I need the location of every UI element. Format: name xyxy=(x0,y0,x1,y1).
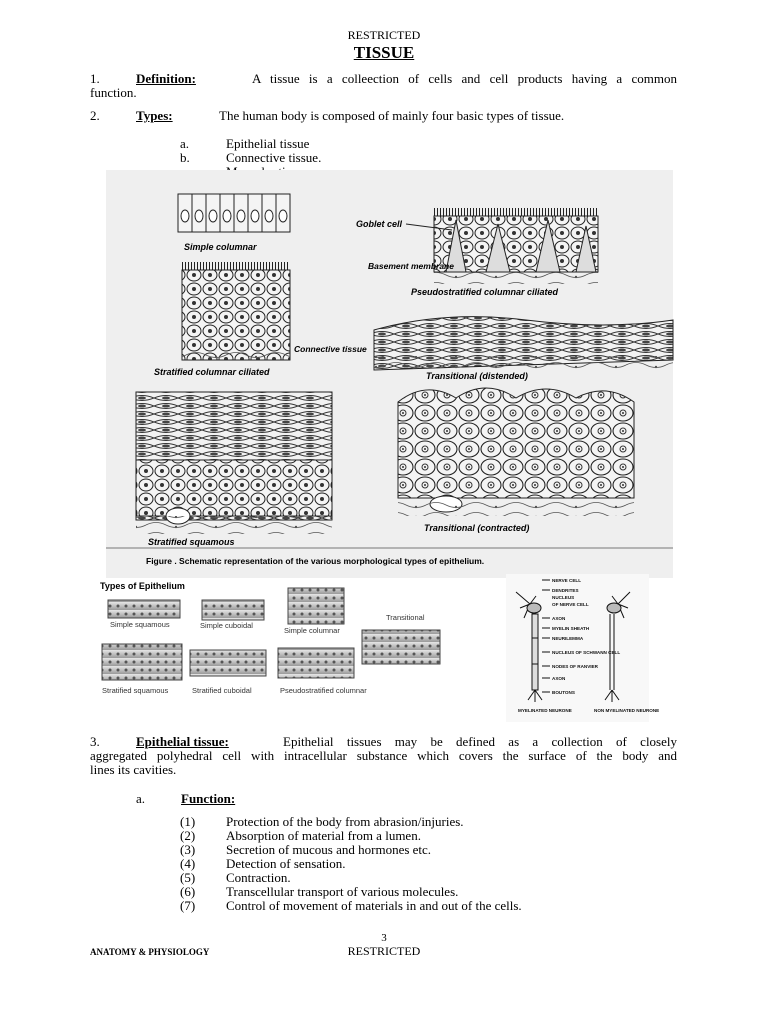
types-of-epithelium-figure xyxy=(98,578,444,702)
label-nucleus: NUCLEUS xyxy=(552,595,575,600)
types-of-epithelium-drawing xyxy=(98,578,444,702)
page-title: TISSUE xyxy=(353,43,415,62)
label-transitional-contracted: Transitional (contracted) xyxy=(424,523,530,533)
section2-text: The human body is composed of mainly four basic types of tissue. xyxy=(219,108,565,123)
function-item-number: (7) xyxy=(180,898,196,913)
label-stratified-columnar: Stratified columnar ciliated xyxy=(154,367,270,377)
label-nodes-ranvier: NODES OF RANVIER xyxy=(552,664,598,669)
list-item-letter: a. xyxy=(180,136,190,151)
footer-classification: RESTRICTED xyxy=(347,944,421,958)
epithelium-schematic-drawing xyxy=(106,170,673,578)
label-transitional-distended: Transitional (distended) xyxy=(426,371,528,381)
list-item-text: Connective tissue. xyxy=(226,150,322,165)
label-simple-columnar-2: Simple columnar xyxy=(284,626,340,635)
figure2-title: Types of Epithelium xyxy=(100,581,185,591)
label-boutons: BOUTONS xyxy=(552,690,575,695)
page-number: 3 xyxy=(381,932,387,944)
section1-number: 1. xyxy=(90,71,100,86)
function-item-number: (5) xyxy=(180,870,196,885)
label-simple-cuboidal: Simple cuboidal xyxy=(200,621,253,630)
label-axon: AXON xyxy=(552,616,566,621)
label-dendrites: DENDRITES xyxy=(552,588,579,593)
label-stratified-squamous-2: Stratified squamous xyxy=(102,686,169,695)
section2-number: 2. xyxy=(90,108,100,123)
label-nerve-cell: NERVE CELL xyxy=(552,578,582,583)
function-item-number: (6) xyxy=(180,884,196,899)
function-item-text: Protection of the body from abrasion/injuries. xyxy=(226,814,464,829)
label-nucleus-schwann: NUCLEUS OF SCHWANN CELL xyxy=(552,650,621,655)
label-non-myelinated: NON MYELINATED NEURONE xyxy=(594,708,660,713)
label-neurilemma: NEURILEMMA xyxy=(552,636,584,641)
function-item-number: (1) xyxy=(180,814,196,829)
label-basement-membrane: Basement membrane xyxy=(368,261,454,271)
function-item-number: (3) xyxy=(180,842,196,857)
list-item-text: Epithelial tissue xyxy=(226,136,310,151)
neurone-drawing xyxy=(506,574,660,722)
function-item-number: (2) xyxy=(180,828,196,843)
label-pseudostratified: Pseudostratified columnar ciliated xyxy=(411,287,559,297)
section1-text-line1: A tissue is a colleection of cells and cell products having a common xyxy=(252,71,677,86)
function-item-number: (4) xyxy=(180,856,196,871)
label-simple-columnar: Simple columnar xyxy=(184,242,257,252)
label-connective-tissue: Connective tissue xyxy=(294,344,367,354)
function-item-text: Detection of sensation. xyxy=(226,856,346,871)
section3-text-line2: aggregated polyhedral cell with intracellular substance which covers the surface of the body and xyxy=(90,748,677,763)
label-pseudostratified-columnar: Pseudostratified columnar xyxy=(280,686,367,695)
section1-text-line2: function. xyxy=(90,85,137,100)
function-sub-letter: a. xyxy=(136,791,146,806)
footer-left-text: ANATOMY & PHYSIOLOGY xyxy=(90,947,210,957)
function-item-text: Control of movement of materials in and out of the cells. xyxy=(226,898,522,913)
label-of-nerve-cell: OF NERVE CELL xyxy=(552,602,589,607)
label-stratified-cuboidal: Stratified cuboidal xyxy=(192,686,252,695)
label-myelin-sheath: MYELIN SHEATH xyxy=(552,626,590,631)
section2-label: Types: xyxy=(136,108,173,123)
section3-text-line1: Epithelial tissues may be defined as a collection of closely xyxy=(283,734,677,749)
function-item-text: Contraction. xyxy=(226,870,291,885)
section3-number: 3. xyxy=(90,734,100,749)
function-heading: Function: xyxy=(181,791,236,806)
section1-label: Definition: xyxy=(136,71,196,86)
function-item-text: Secretion of mucous and hormones etc. xyxy=(226,842,432,857)
list-item-letter: b. xyxy=(180,150,190,165)
label-simple-squamous: Simple squamous xyxy=(110,620,170,629)
neurone-figure xyxy=(506,574,660,722)
section3-text-line3: lines its cavities. xyxy=(90,762,177,777)
figure1-caption: Figure . Schematic representation of the various morphological types of epithelium. xyxy=(146,556,485,566)
function-item-text: Absorption of material from a lumen. xyxy=(226,828,421,843)
section3-label: Epithelial tissue: xyxy=(136,734,229,749)
label-stratified-squamous: Stratified squamous xyxy=(148,537,235,547)
function-item-text: Transcellular transport of various molecules. xyxy=(226,884,459,899)
label-transitional: Transitional xyxy=(386,613,425,622)
label-axon-2: AXON xyxy=(552,676,566,681)
label-myelinated: MYELINATED NEURONE xyxy=(518,708,572,713)
epithelium-schematic-figure xyxy=(106,170,673,578)
label-goblet-cell: Goblet cell xyxy=(356,219,403,229)
header-classification: RESTRICTED xyxy=(347,28,421,42)
